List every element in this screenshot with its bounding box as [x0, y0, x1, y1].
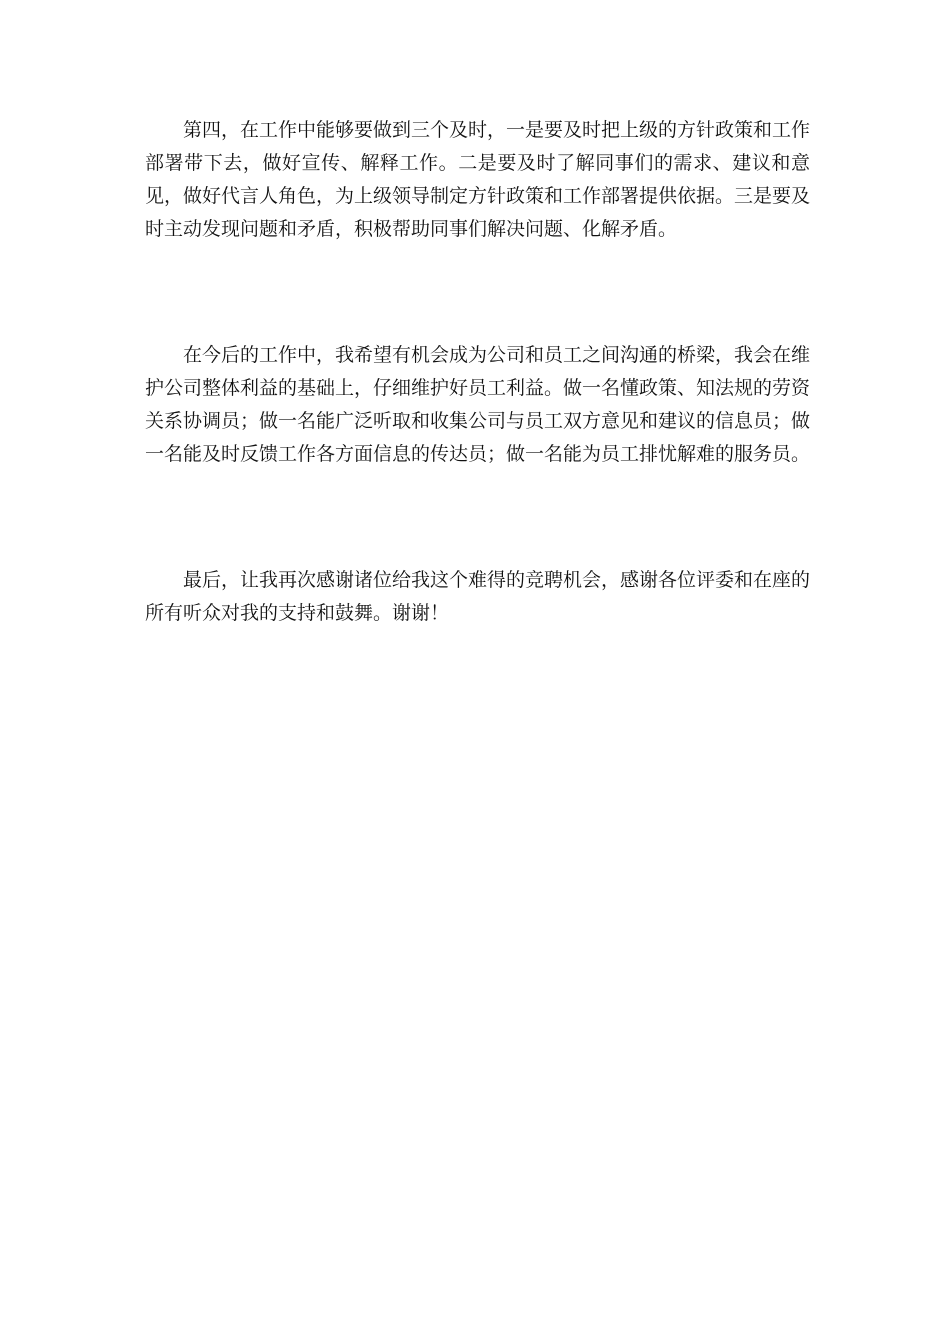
paragraph-closing-thanks: 最后，让我再次感谢诸位给我这个难得的竞聘机会，感谢各位评委和在座的所有听众对我的支持和鼓舞。谢谢！ [145, 569, 811, 624]
document-body [145, 114, 810, 630]
paragraph-spacer [145, 246, 810, 339]
paragraph-fourth-point: 第四，在工作中能够要做到三个及时，一是要及时把上级的方针政策和工作部署带下去，做好宣传、解释工作。二是要及时了解同事们的需求、建议和意见，做好代言人角色，为上级领导制定方针政策和工作部署提供依据。三是要及时主动发现问题和矛盾，积极帮助同事们解决问题、化解矛盾。 [145, 119, 811, 240]
paragraph-future-work: 在今后的工作中，我希望有机会成为公司和员工之间沟通的桥梁，我会在维护公司整体利益的基础上，仔细维护好员工利益。做一名懂政策、知法规的劳资关系协调员；做一名能广泛听取和收集公司与员工双方意见和建议的信息员；做一名能及时反馈工作各方面信息的传达员；做一名能为员工排忧解难的服务员。 [145, 344, 811, 465]
paragraph-spacer [145, 471, 810, 564]
